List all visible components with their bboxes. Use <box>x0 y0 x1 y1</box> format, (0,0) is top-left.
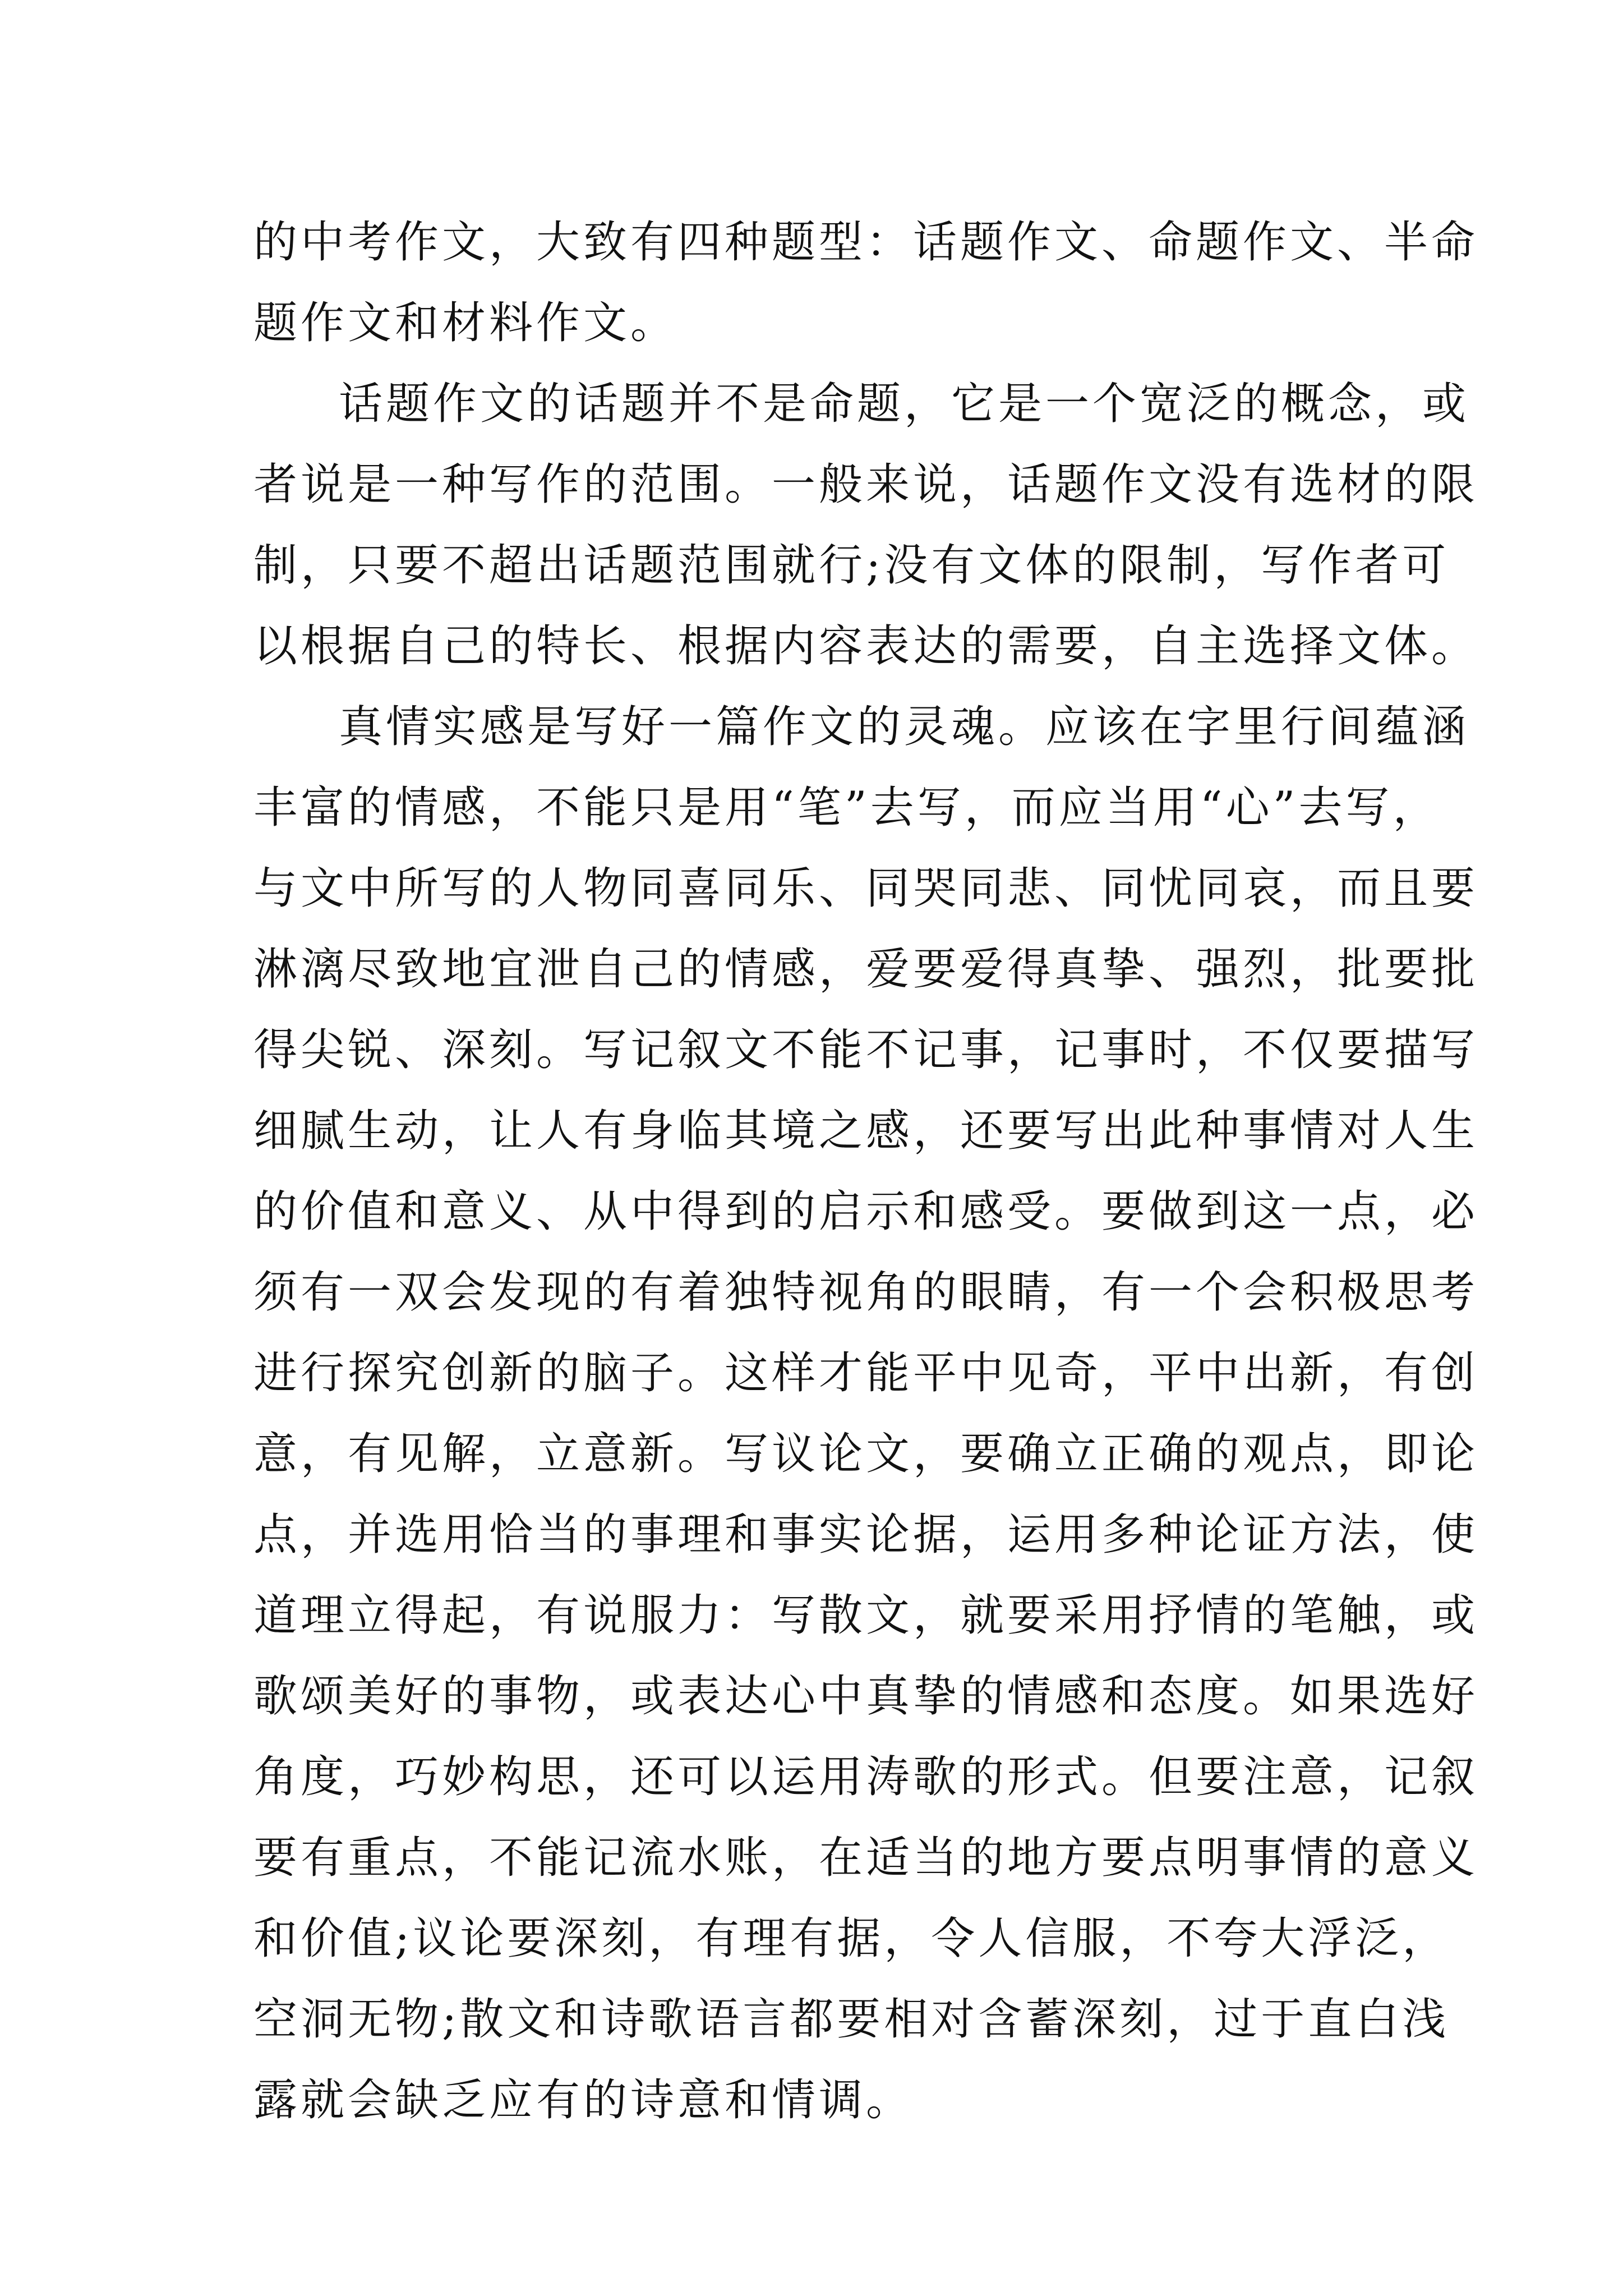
text-line: 制，只要不超出话题范围就行;没有文体的限制，写作者可 <box>253 540 1450 591</box>
text-line: 道理立得起，有说服力：写散文，就要采用抒情的笔触，或 <box>253 1590 1479 1641</box>
text-line: 得尖锐、深刻。写记叙文不能不记事，记事时，不仅要描写 <box>253 1025 1479 1075</box>
text-line: 空洞无物;散文和诗歌语言都要相对含蓄深刻，过于直白浅 <box>253 1994 1450 2045</box>
text-line: 进行探究创新的脑子。这样才能平中见奇，平中出新，有创 <box>253 1348 1479 1398</box>
paragraph-first-line: 话题作文的话题并不是命题，它是一个宽泛的概念，或 <box>339 379 1470 429</box>
text-line: 以根据自己的特长、根据内容表达的需要，自主选择文体。 <box>253 621 1479 671</box>
text-line: 露就会缺乏应有的诗意和情调。 <box>253 2075 914 2125</box>
text-line: 意，有见解，立意新。写议论文，要确立正确的观点，即论 <box>253 1429 1479 1479</box>
text-line: 和价值;议论要深刻，有理有据，令人信服，不夸大浮泛， <box>253 1913 1450 1964</box>
text-line: 要有重点，不能记流水账，在适当的地方要点明事情的意义 <box>253 1833 1479 1883</box>
text-line: 歌颂美好的事物，或表达心中真挚的情感和态度。如果选好 <box>253 1671 1479 1722</box>
text-line: 丰富的情感，不能只是用“笔”去写，而应当用“心”去写， <box>253 783 1440 833</box>
text-line: 淋漓尽致地宜泄自己的情感，爱要爱得真挚、强烈，批要批 <box>253 944 1479 995</box>
text-line: 题作文和材料作文。 <box>253 298 678 348</box>
text-line: 与文中所写的人物同喜同乐、同哭同悲、同忧同哀，而且要 <box>253 863 1479 914</box>
paragraph-first-line: 真情实感是写好一篇作文的灵魂。应该在字里行间蕴涵 <box>339 702 1470 752</box>
text-line: 者说是一种写作的范围。一般来说，话题作文没有选材的限 <box>253 459 1479 510</box>
text-line: 角度，巧妙构思，还可以运用涛歌的形式。但要注意，记叙 <box>253 1752 1479 1802</box>
text-line: 的价值和意义、从中得到的启示和感受。要做到这一点，必 <box>253 1186 1479 1237</box>
text-line: 细腻生动，让人有身临其境之感，还要写出此种事情对人生 <box>253 1106 1479 1156</box>
text-line: 点，并选用恰当的事理和事实论据，运用多种论证方法，使 <box>253 1510 1479 1560</box>
text-line: 的中考作文，大致有四种题型：话题作文、命题作文、半命 <box>253 217 1479 268</box>
text-line: 须有一双会发现的有着独特视角的眼睛，有一个会积极思考 <box>253 1267 1479 1318</box>
